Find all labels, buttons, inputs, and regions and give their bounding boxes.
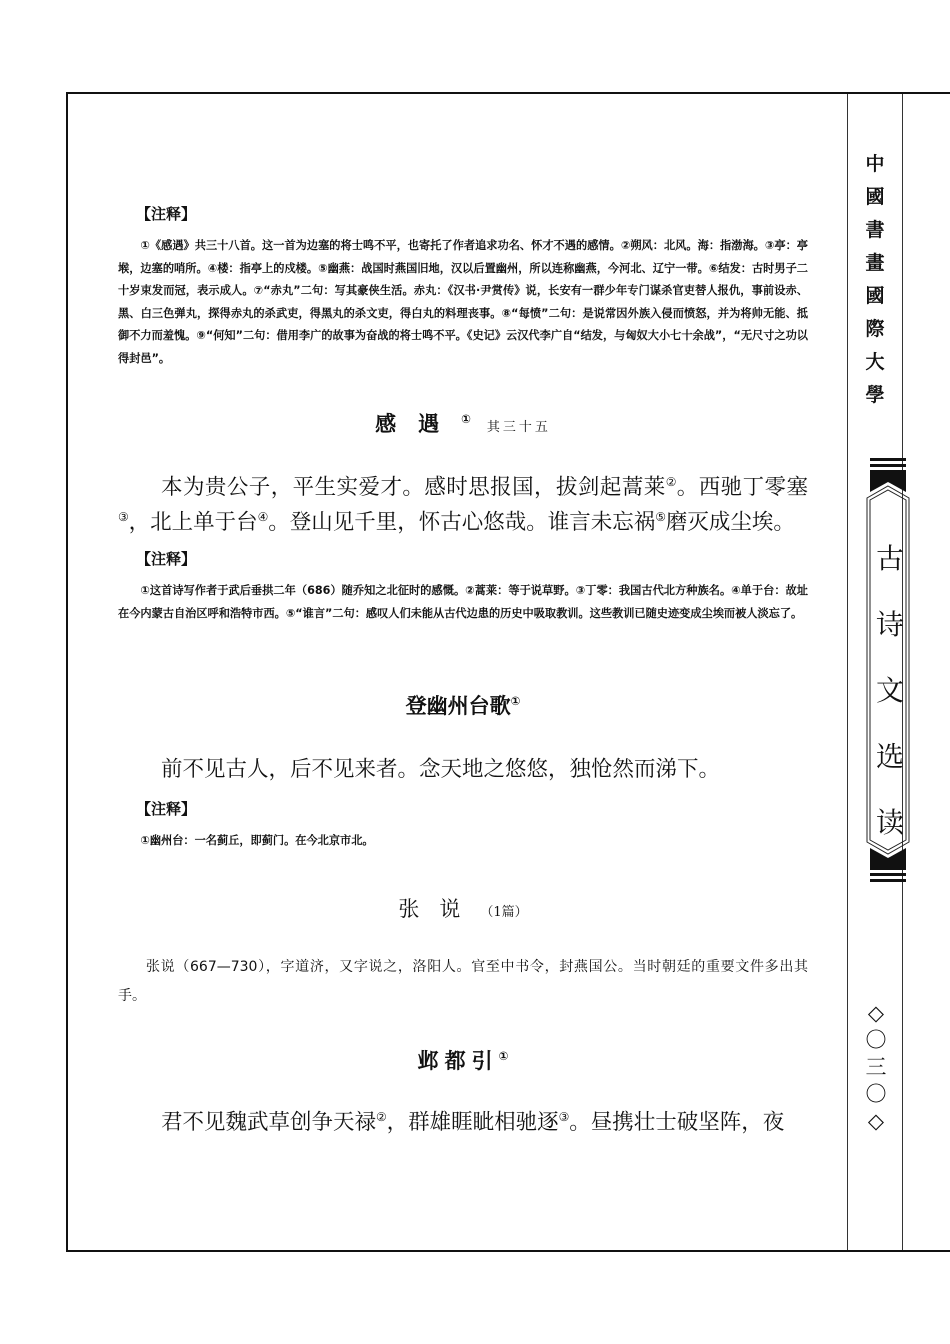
notes-text: ①《感遇》共三十八首。这一首为边塞的将士鸣不平，也寄托了作者追求功名、怀才不遇的感情。②朔风：北风。海：指渤海。③亭：亭堠，边塞的哨所。④楼：指亭上的戍楼。⑤幽燕：战国时燕国旧地，汉以后置幽州，所以连称幽燕，今河北、辽宁一带。⑥结发：古时男子二十岁束发而冠，表示成人。⑦“赤丸”二句：写其豪侠生活。赤丸：《汉书·尹赏传》说，长安有一群少年专门谋杀官吏替人报仇，事前设赤、黑、白三色弹丸，探得赤丸的杀武吏，得黑丸的杀文吏，得白丸的料理丧事。⑧“每愤”二句：是说常因外族入侵而愤怒，并为将帅无能、抵御不力而羞愧。⑨“何知”二句：借用李广的故事为奋战的将士鸣不平。《史记》云汉代李广自“结发，与匈奴大小七十余战”，“无尺寸之功以得封邑”。 — [118, 239, 808, 365]
poem-title-text: 登幽州台歌 — [405, 694, 511, 718]
frame-top-border — [66, 92, 950, 94]
poem-text-segment: ，北上单于台 — [128, 510, 258, 535]
frame-left-border — [66, 92, 68, 1252]
note-mark: ③ — [558, 1109, 570, 1124]
poem-title-dengyouzhoutai — [118, 690, 808, 720]
poem-text-segment: 磨灭成尘埃。 — [665, 510, 795, 535]
poem-text-segment: 本为贵公子，平生实爱才。感时思报国，拔剑起蒿莱 — [161, 475, 666, 500]
notes-text: ①幽州台：一名蓟丘，即蓟门。在今北京市北。 — [140, 834, 374, 847]
poem-title-ganyu — [118, 408, 808, 438]
poem-text-segment: 君不见魏武草创争天禄 — [161, 1110, 377, 1135]
poem-body-yedouyin — [118, 1105, 808, 1140]
sidebar-publisher: 中國書畫國際大學 — [865, 153, 885, 406]
note-mark: ① — [498, 1049, 509, 1063]
author-poem-count: （1篇） — [480, 905, 528, 920]
poem-title-yedouyin — [118, 1045, 808, 1075]
author-bio: 张说（667—730），字道济，又字说之，洛阳人。官至中书令，封燕国公。当时朝廷的重要文件多出其手。 — [118, 959, 808, 1004]
poem-body-dengyouzhoutai: 前不见古人，后不见来者。念天地之悠悠，独怆然而涕下。 — [161, 757, 721, 782]
poem-body-ganyu — [118, 470, 808, 540]
poem-title-text: 感遇 — [375, 412, 462, 436]
frame-bottom-border — [66, 1250, 950, 1252]
note-mark: ③ — [118, 509, 129, 524]
note-mark: ① — [510, 694, 521, 708]
notes-text: ①这首诗写作者于武后垂拱二年（686）随乔知之北征时的感慨。②蒿莱：等于说草野。③丁零：我国古代北方种族名。④单于台：故址在今内蒙古自治区呼和浩特市西。⑤“谁言”二句：感叹人们未能从古代边患的历史中吸取教训。这些教训已随史迹变成尘埃而被人淡忘了。 — [118, 584, 808, 620]
poem-text-segment: 。西驰丁零塞 — [676, 475, 808, 500]
notes-heading: 【注释】 — [136, 550, 197, 568]
note-mark: ⑤ — [655, 509, 666, 524]
note-mark: ① — [461, 412, 471, 426]
page-number: ◇〇三〇◇ — [865, 1001, 887, 1133]
poem-subtitle: 其三十五 — [486, 420, 551, 435]
poem-text-segment: 。登山见千里，怀古心悠哉。谁言未忘祸 — [268, 510, 656, 535]
poem-text-segment: 。昼携壮士破坚阵，夜 — [569, 1110, 785, 1135]
sidebar-book-title: 古诗文选读 — [875, 542, 904, 839]
note-mark: ② — [665, 474, 677, 489]
author-heading — [118, 893, 808, 923]
notes-heading: 【注释】 — [136, 205, 197, 223]
note-mark: ② — [376, 1109, 387, 1124]
note-mark: ④ — [257, 509, 269, 524]
notes-heading: 【注释】 — [136, 800, 197, 818]
poem-title-text: 邺都引 — [417, 1049, 499, 1073]
sidebar-divider-left — [847, 94, 848, 1250]
poem-text-segment: ，群雄睚眦相驰逐 — [386, 1110, 559, 1135]
author-name: 张说 — [398, 897, 481, 921]
